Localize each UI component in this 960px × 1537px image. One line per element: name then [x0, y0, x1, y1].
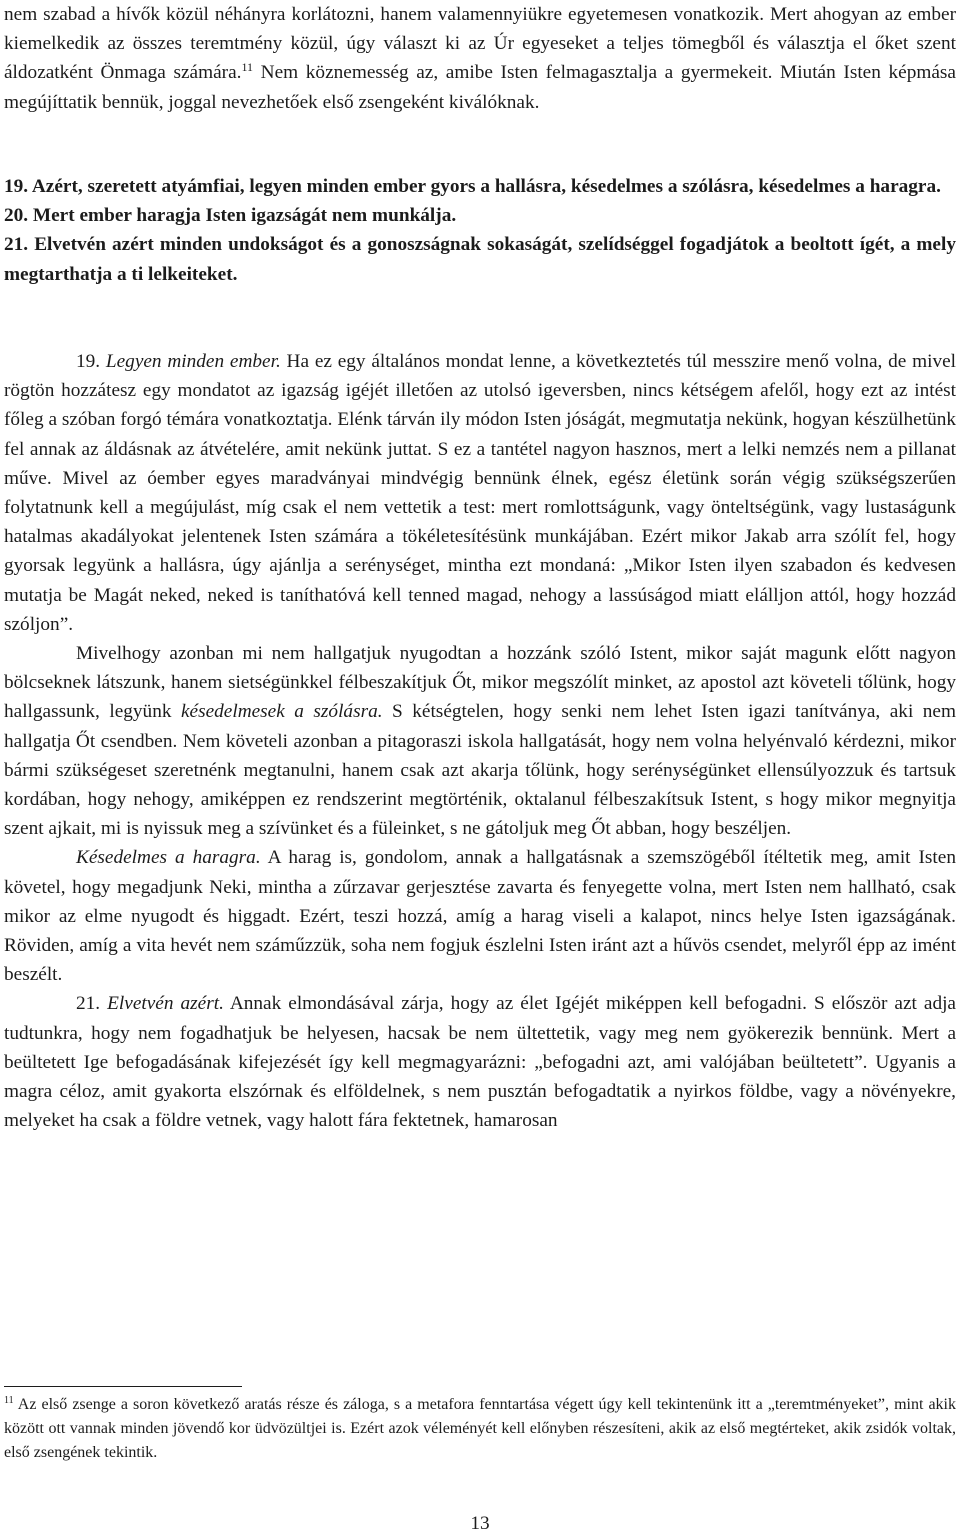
continuation-text-1: nem szabad a hívők közül néhányra korlátozni, hanem valamennyiükre egyetemesen vonatkozik. Mert ahogyan az ember kiemelkedik az összes teremtmény közül, úgy választ ki az Úr egyeseket a teljes tömegből és választja el őket szent áldozatként Önmaga számára.: [4, 4, 956, 84]
verse-text: Elvetvén azért minden undokságot és a gonoszságnak sokaságát, szelídséggel fogadjátok a beoltott ígét, a mely megtarthatja a ti lelkeiteket.: [4, 234, 956, 285]
commentary-lemma: Késedelmes a haragra.: [76, 847, 261, 869]
commentary-paragraph-speech: [4, 639, 956, 843]
commentary-verse-number: 21.: [76, 993, 108, 1015]
commentary-paragraph-21: [4, 989, 956, 1135]
page-number: 13: [470, 1513, 490, 1534]
footnote: [4, 1393, 956, 1465]
footnote-text: Az első zsenge a soron következő aratás része és záloga, s a metafora fenntartása végett úgy kell tekintenünk itt a „teremtményeket”, mint akik között ott vannak minden jövendő kor üdvözültjei is. Ezért azok véleményét kell előnyben részesíteni, akik az első megtérteket, akik zsidók voltak, első zsengének tekintik.: [4, 1396, 956, 1461]
commentary-paragraph-anger: [4, 843, 956, 989]
commentary-text: Mivelhogy azonban mi nem hallgatjuk nyugodtan a hozzánk szóló Istent, mikor saját magunk előtt nagyon bölcseknek látszunk, hanem sietségünkkel félbeszakítjuk Őt, mikor megszólít minket, az apostol azt követeli tőlünk, hogy hallgassunk, legyünk: [4, 643, 956, 723]
commentary-lemma: Legyen minden ember.: [105, 351, 281, 372]
footnote-marker: 11: [4, 1395, 14, 1406]
continuation-paragraph: [4, 0, 956, 117]
verse-number: 21.: [4, 234, 29, 256]
verse-number: 20.: [4, 205, 29, 227]
scripture-verses: [4, 172, 956, 289]
verse-21: [4, 230, 956, 288]
verse-text: Mert ember haragja Isten igazságát nem munkálja.: [28, 205, 457, 227]
commentary-paragraph-19: [4, 347, 956, 639]
commentary-verse-number: 19.: [76, 351, 106, 372]
commentary-text: A harag is, gondolom, annak a hallgatásnak a szemszögéből ítéltetik meg, amit Isten követel, hogy megadjunk Neki, mintha a zűrzavar gerjesztése zavarta és fenyegette volna, mert Isten nem hallható, csak mikor az elme nyugodt és higgadt. Ezért, teszi hozzá, amíg a harag viseli a kalapot, nincs helye Isten igazságának. Röviden, amíg a vita hevét nem száműzzük, soha nem fogjuk észlelni Isten iránt azt a hűvös csendet, melyről épp az imént beszélt.: [4, 847, 956, 986]
commentary-lemma: Elvetvén azért.: [107, 993, 224, 1015]
verse-number: 19.: [4, 176, 29, 197]
commentary-text: Ha ez egy általános mondat lenne, a következtetés túl messzire menő volna, de mivel rögtön hozzátesz egy mondatot az igazság igéjét illetően az utolsó igeversben, nincs kétségem afelől, hogy ezt az intést főleg a szóban forgó témára vonatkoztatja. Elénk tárván ily módon Isten jóságát, megmutatja nekünk, hogyan készülhetünk fel annak az áldásnak az átvételére, amit nekünk juttat. S ez a tantétel nagyon hasznos, mert a lelki nemzés nem a pillanat műve. Mivel az óember egyes maradványai mindvégig bennünk élnek, egész életünk során végig szükségszerűen folytatnunk kell a megújulást, míg csak el nem vettetik a test: mert romlottságunk, vagy önteltségünk, vagy lustaságunk hatalmas akadályokat jelentenek Isten számára a tökéletesítésünk munkájában. Ezért mikor Jakab arra szólít fel, hogy gyorsak legyünk a hallásra, úgy ajánlja a serénységet, mintha ezt mondaná: „Mikor Isten ilyen szabadon és kedvesen mutatja be Magát neked, neked is taníthatóvá kell tenned magad, nehogy a lassúságod miatt elálljon attól, hogy hozzád szóljon”.: [4, 351, 956, 635]
verse-text: Azért, szeretett atyámfiai, legyen minden ember gyors a hallásra, késedelmes a szólásra, késedelmes a haragra.: [28, 176, 941, 197]
commentary-emphasis: késedelmesek a szólásra.: [180, 701, 383, 723]
commentary-text: Annak elmondásával zárja, hogy az élet Igéjét miképpen kell befogadni. S először azt adja tudtunkra, hogy nem fogadhatjuk be helyesen, hacsak be nem ültettetik, vagy meg nem gyökerezik bennünk. Mert a beültetett Ige befogadásának kifejezését így kell megmagyarázni: „befogadni azt, ami valójában beültetett”. Ugyanis a magra céloz, amit gyakorta elszórnak és elföldelnek, s nem pusztán befogadtatik a nyirkos földbe, vagy a növényekre, melyeket ha csak a földre vetnek, vagy halott fára fektetnek, hamarosan: [4, 993, 956, 1132]
verse-19: [4, 172, 956, 201]
commentary-text: S kétségtelen, hogy senki nem lehet Isten igazi tanítványa, aki nem hallgatja Őt csendben. Nem követeli azonban a pitagoraszi iskola hallgatását, hogy nem volna helyénvaló kérdezni, mikor bármi szükségeset szeretnénk megtanulni, hanem csak azt akarja tőlünk, hogy serénységünket ellensúlyozzuk és tartsuk kordában, hogy nehogy, amiképpen ez rendszerint megtörténik, oktalanul félbeszakítsuk Istent, s hogy mikor megnyitja szent ajkait, mi is nyissuk meg a szívünket és a füleinket, s ne gátoljuk meg Őt abban, hogy beszéljen.: [4, 701, 956, 840]
footnote-reference[interactable]: 11: [241, 60, 254, 75]
footnote-divider: [4, 1386, 242, 1387]
commentary: [4, 347, 956, 1135]
continuation-text-2: Nem köznemesség az, amibe Isten felmagasztalja a gyermekeit. Miután Isten képmása megújíttatik bennük, joggal nevezhetőek első zsengeként kiválóknak.: [4, 62, 956, 113]
verse-20: [4, 201, 956, 230]
